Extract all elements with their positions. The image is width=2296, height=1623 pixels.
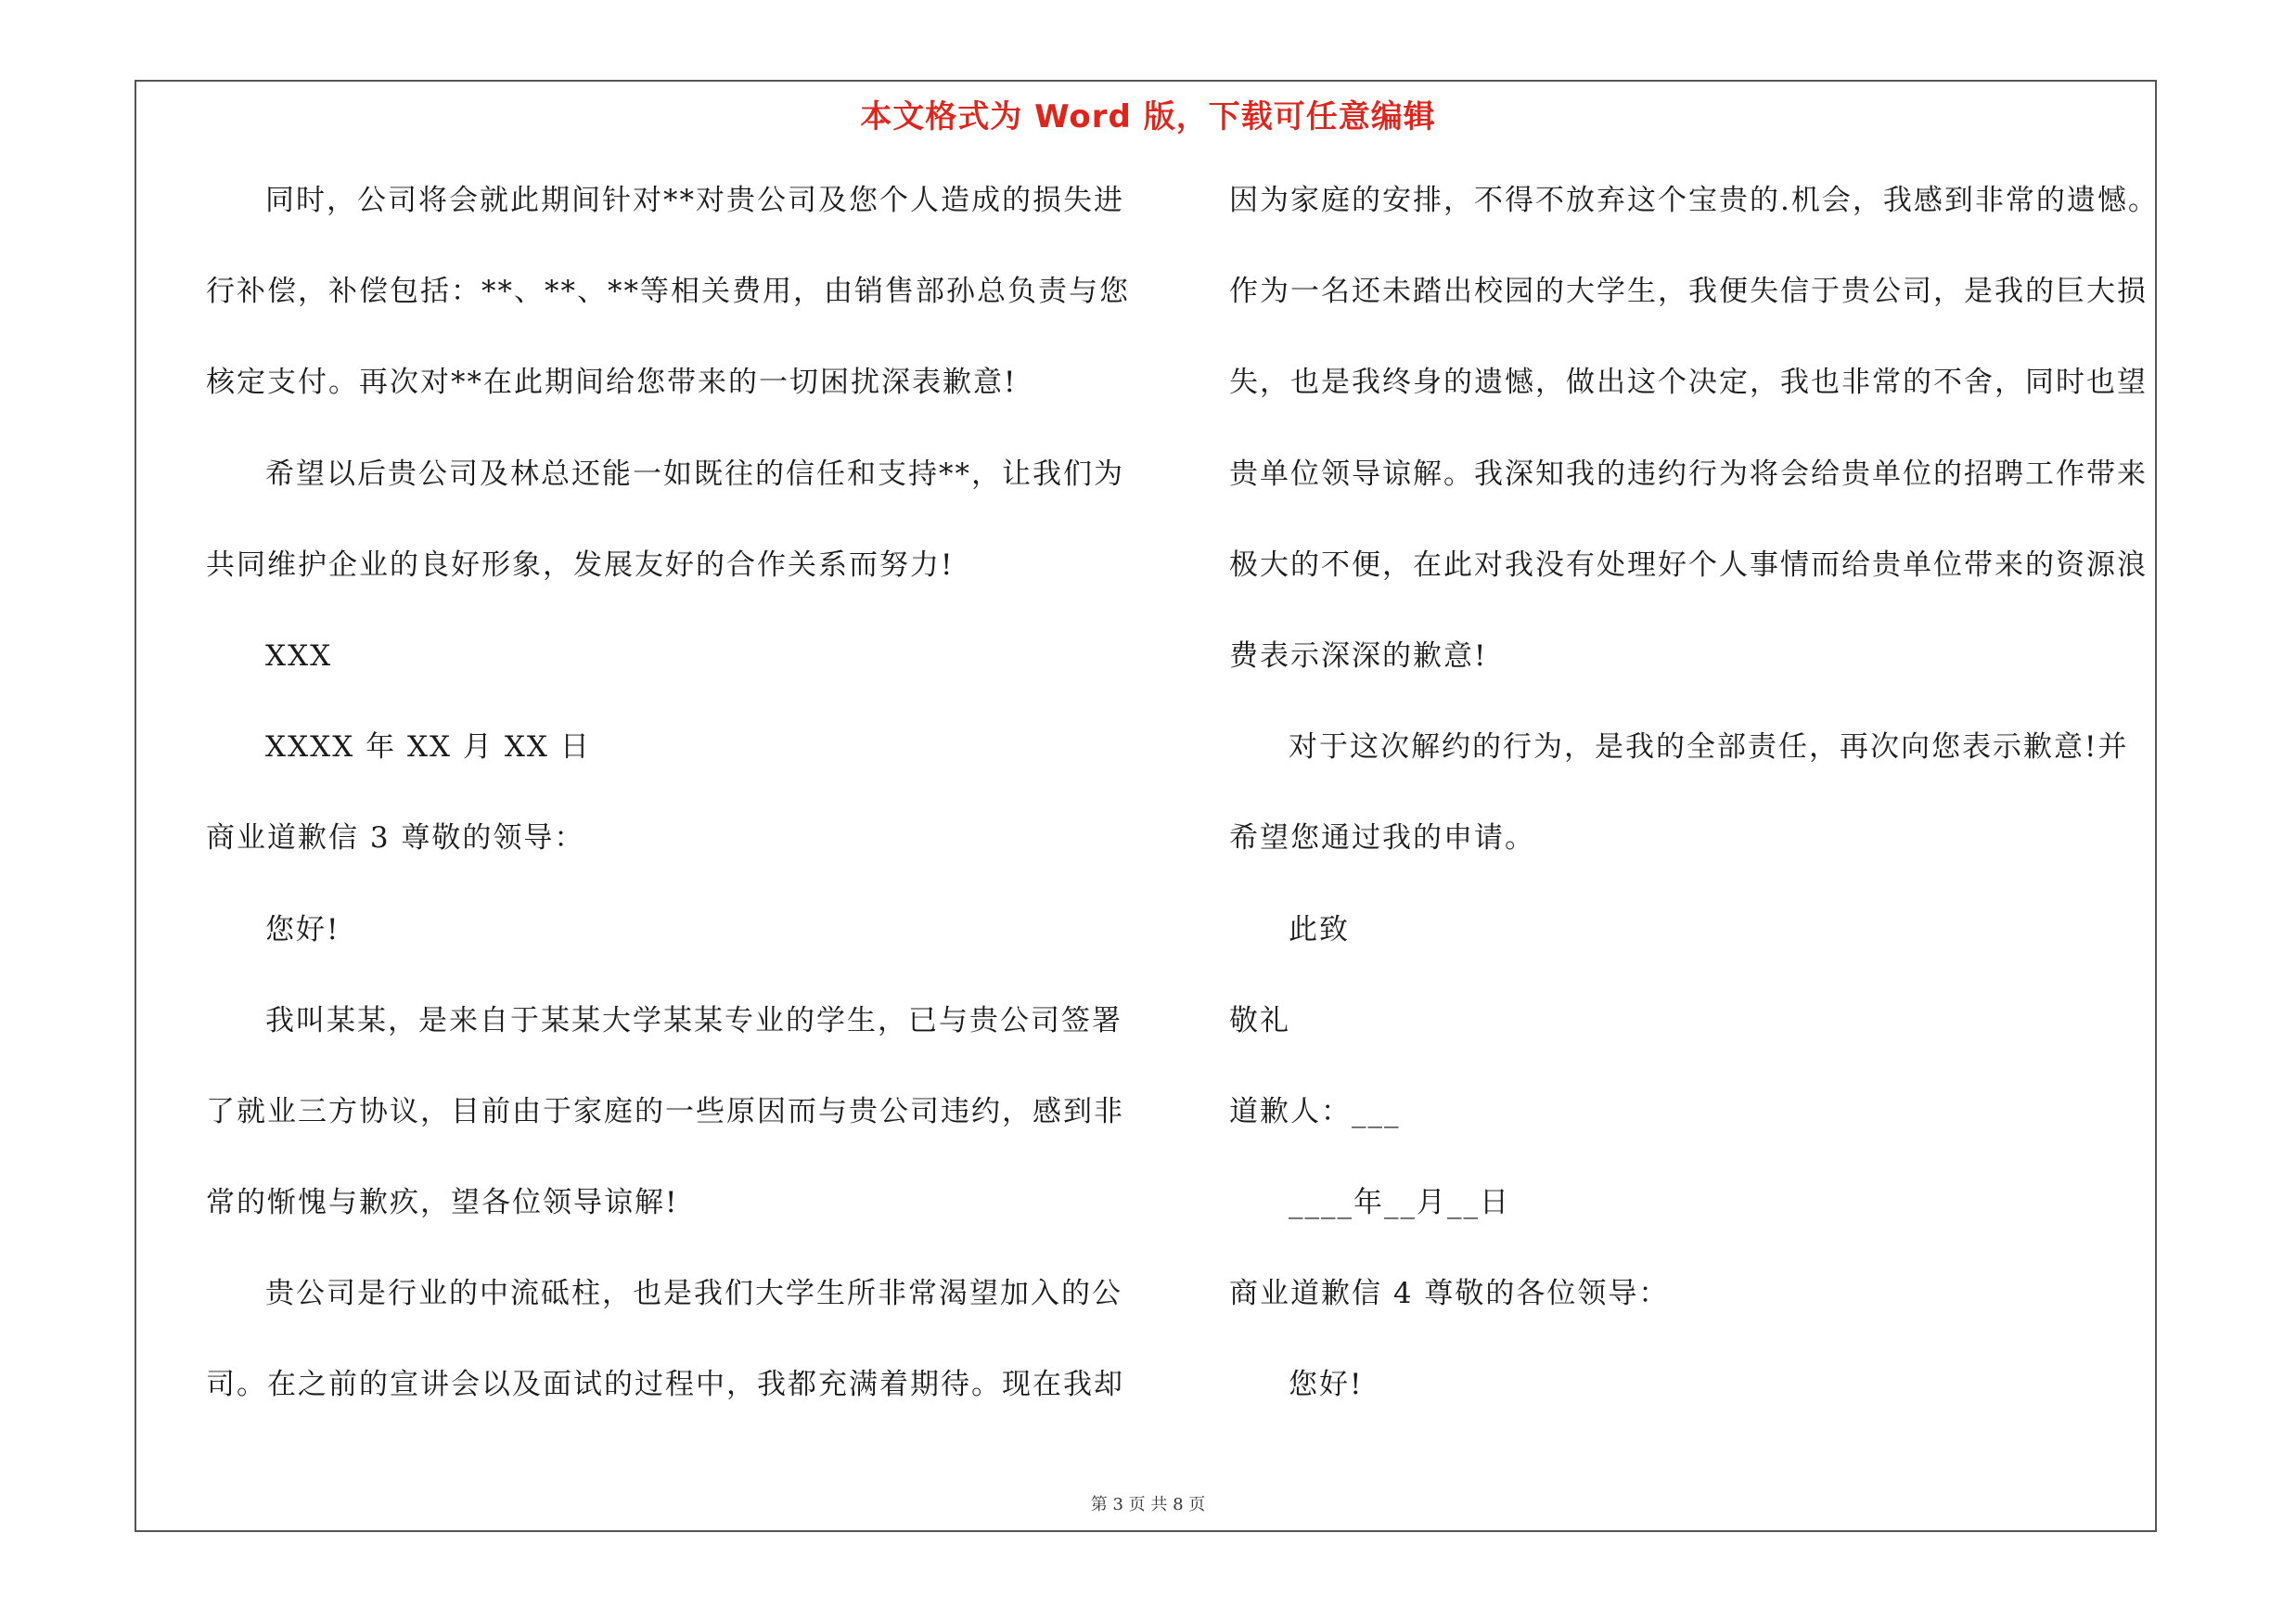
paragraph-line: 我叫某某，是来自于某某大学某某专业的学生，已与贵公司签署 (265, 1003, 1122, 1037)
paragraph-line: 行补偿，补偿包括：**、**、**等相关费用，由销售部孙总负责与您 (206, 275, 1130, 309)
letter-date: XXXX 年 XX 月 XX 日 (265, 730, 591, 765)
page-number-footer: 第 3 页 共 8 页 (1090, 1495, 1206, 1514)
paragraph-line: 核定支付。再次对**在此期间给您带来的一切困扰深表歉意! (206, 366, 1018, 400)
paragraph-line: 因为家庭的安排，不得不放弃这个宝贵的.机会，我感到非常的遗憾。 (1229, 184, 2159, 217)
closing-regards: 敬礼 (1229, 1003, 1290, 1037)
date-field: ____年__月__日 (1289, 1186, 1510, 1220)
paragraph-line: 费表示深深的歉意! (1229, 638, 1488, 673)
letter-heading: 商业道歉信 4 尊敬的各位领导： (1229, 1277, 1670, 1311)
signer-field: 道歉人：___ (1229, 1094, 1401, 1128)
paragraph-line: 希望您通过我的申请。 (1229, 821, 1535, 856)
paragraph-line: 贵公司是行业的中流砥柱，也是我们大学生所非常渴望加入的公 (265, 1277, 1122, 1311)
paragraph-line: 对于这次解约的行为，是我的全部责任，再次向您表示歉意!并 (1289, 730, 2129, 765)
signature-name: XXX (265, 638, 333, 673)
paragraph-line: 司。在之前的宣讲会以及面试的过程中，我都充满着期待。现在我却 (206, 1368, 1124, 1402)
paragraph-line: 常的惭愧与歉疚，望各位领导谅解! (206, 1186, 679, 1220)
greeting: 您好! (1289, 1368, 1364, 1402)
word-format-banner: 本文格式为 Word 版，下载可任意编辑 (860, 98, 1436, 135)
greeting: 您好! (265, 912, 340, 947)
closing-salutation: 此致 (1289, 912, 1350, 947)
paragraph-line: 同时，公司将会就此期间针对**对贵公司及您个人造成的损失进 (265, 184, 1124, 217)
paragraph-line: 了就业三方协议，目前由于家庭的一些原因而与贵公司违约，感到非 (206, 1094, 1124, 1128)
paragraph-line: 希望以后贵公司及林总还能一如既往的信任和支持**，让我们为 (265, 457, 1124, 491)
paragraph-line: 贵单位领导谅解。我深知我的违约行为将会给贵单位的招聘工作带来 (1229, 457, 2148, 491)
letter-heading: 商业道歉信 3 尊敬的领导： (206, 821, 585, 856)
paragraph-line: 共同维护企业的良好形象，发展友好的合作关系而努力! (206, 547, 955, 582)
right-text-column (1229, 182, 2157, 1458)
left-text-column (206, 182, 1134, 1458)
paragraph-line: 作为一名还未踏出校园的大学生，我便失信于贵公司，是我的巨大损 (1229, 275, 2148, 309)
paragraph-line: 失，也是我终身的遗憾，做出这个决定，我也非常的不舍，同时也望 (1229, 366, 2148, 400)
paragraph-line: 极大的不便，在此对我没有处理好个人事情而给贵单位带来的资源浪 (1229, 547, 2148, 582)
